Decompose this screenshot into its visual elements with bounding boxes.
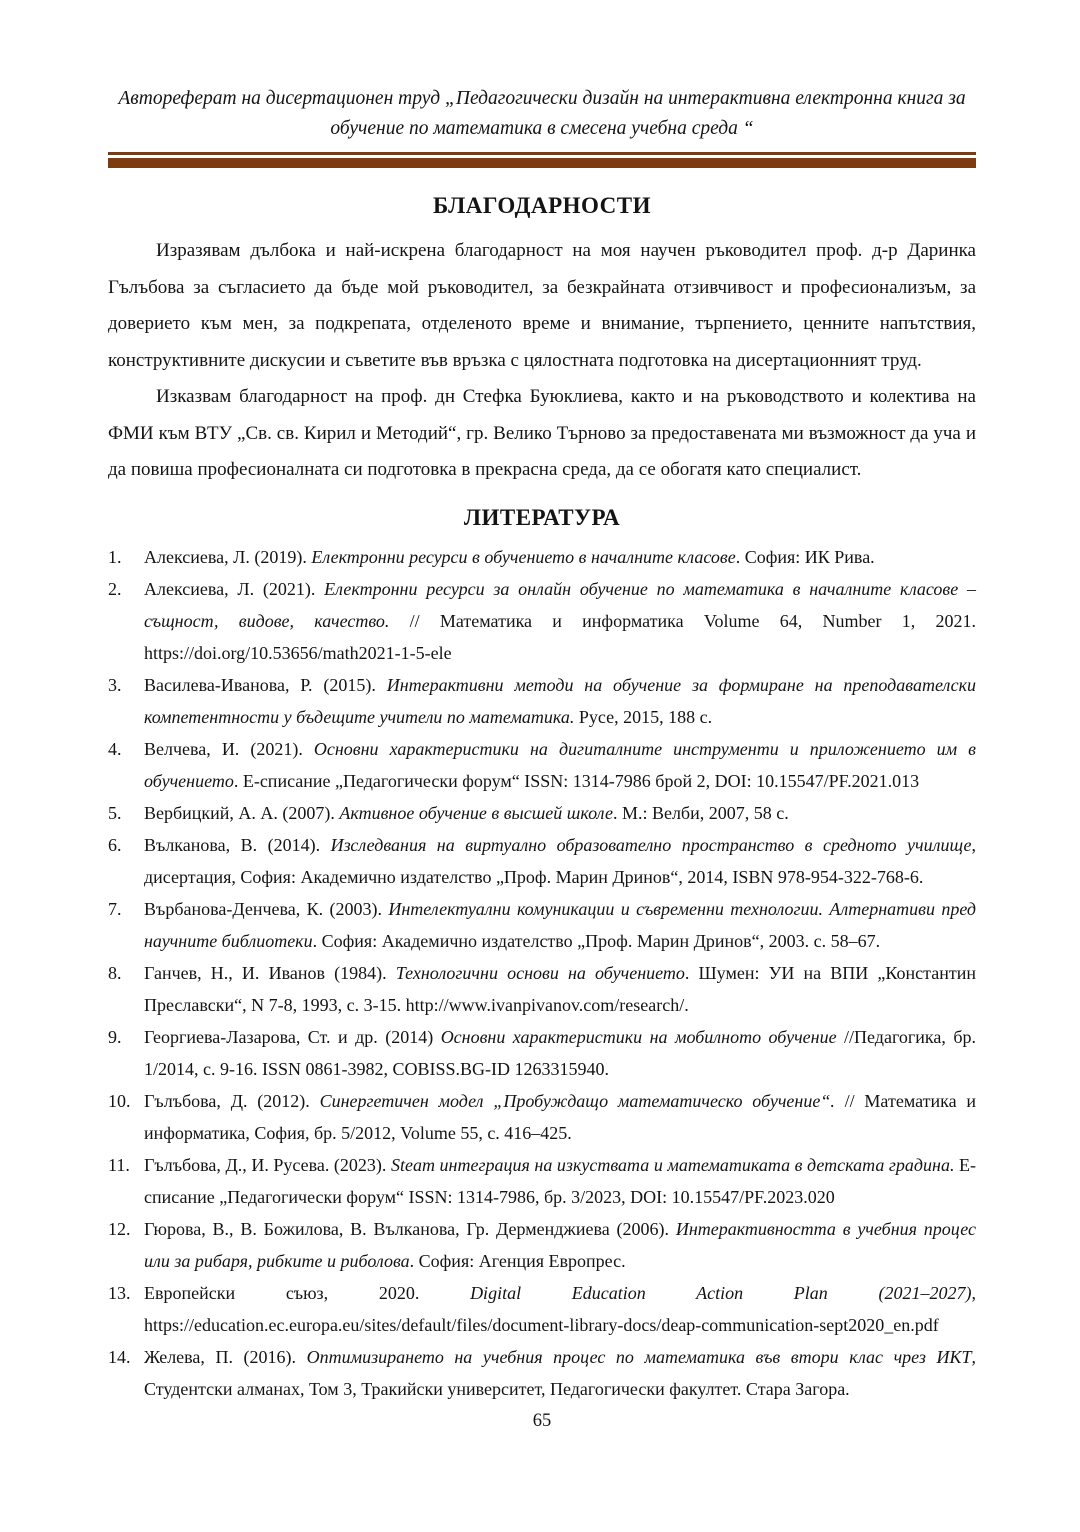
reference-item	[108, 541, 976, 573]
reference-number: 8.	[108, 962, 122, 983]
acknowledgments-paragraph-2: Изказвам благодарност на проф. дн Стефка Буюклиева, както и на ръководството и колектива на ФМИ към ВТУ „Св. св. Кирил и Методий“, гр. Велико Търново за предоставената ми възможност да уча и да повиша професионалната си подготовка в прекрасна среда, да се обогатя като специалист.	[108, 386, 976, 480]
reference-title: Електронни ресурси за онлайн обучение по математика в началните класове – същност, видове, качество.	[144, 578, 977, 631]
reference-item	[108, 1341, 976, 1405]
reference-item	[108, 733, 976, 797]
page-number: 65	[532, 1410, 552, 1431]
reference-text: . Шумен: УИ на ВПИ „Константин Преславски“, N 7-8, 1993, с. 3-15. http://www.ivanpivanov.com/research/.	[144, 962, 976, 1015]
reference-text: Василева-Иванова, Р. (2015).	[144, 674, 387, 695]
reference-title: Интерактивността в учебния процес или за рибаря, рибките и риболова	[144, 1218, 976, 1271]
reference-text: Георгиева-Лазарова, Ст. и др. (2014)	[144, 1026, 441, 1047]
reference-item	[108, 669, 976, 733]
reference-title: Steam интеграция на изкуствата и математиката в детската градина.	[391, 1154, 955, 1175]
literature-title: ЛИТЕРАТУРА	[463, 504, 621, 530]
reference-text: Вълканова, В. (2014).	[144, 834, 331, 855]
reference-text: Европейски съюз, 2020.	[144, 1282, 471, 1303]
reference-text: . София: Агенция Европрес.	[409, 1250, 626, 1271]
reference-number: 10.	[108, 1090, 131, 1111]
reference-title: Интерактивни методи на обучение за формиране на преподавателски компетентности у бъдещите учители по математика.	[144, 674, 976, 727]
reference-number: 11.	[108, 1154, 130, 1175]
reference-item	[108, 829, 976, 893]
reference-title: Изследвания на виртуално образователно пространство в средното училище	[330, 834, 972, 855]
reference-number: 9.	[108, 1026, 122, 1047]
running-header: Автореферат на дисертационен труд „Педагогически дизайн на интерактивна електронна книга за обучение по математика в смесена учебна среда “	[118, 88, 966, 139]
reference-number: 12.	[108, 1218, 131, 1239]
reference-text: Русе, 2015, 188 с.	[574, 706, 713, 727]
reference-text: Алексиева, Л. (2021).	[144, 578, 325, 599]
reference-item	[108, 957, 976, 1021]
reference-number: 7.	[108, 898, 122, 919]
reference-text: . София: ИК Рива.	[735, 546, 875, 567]
reference-number: 3.	[108, 674, 122, 695]
reference-title: Основни характеристики на дигиталните инструменти и приложението им в обучението	[144, 738, 976, 791]
reference-title: Основни характеристики на мобилното обучение	[440, 1026, 837, 1047]
reference-item	[108, 1213, 976, 1277]
reference-item	[108, 1021, 976, 1085]
reference-title: Оптимизирането на учебния процес по математика във втори клас чрез ИКТ	[306, 1346, 972, 1367]
reference-item	[108, 893, 976, 957]
reference-item	[108, 1149, 976, 1213]
reference-text: Вербицкий, А. А. (2007).	[144, 802, 340, 823]
reference-number: 5.	[108, 802, 122, 823]
reference-title: Активное обучение в высшей школе	[339, 802, 613, 823]
reference-text: . М.: Велби, 2007, 58 с.	[612, 802, 789, 823]
reference-item	[108, 573, 976, 669]
reference-text: Велчева, И. (2021).	[144, 738, 314, 759]
reference-text: . Е-списание „Педагогически форум“ ISSN: 1314-7986 брой 2, DOI: 10.15547/PF.2021.013	[233, 770, 920, 791]
reference-title: Синергетичен модел „Пробуждащо математическо обучение“.	[319, 1090, 835, 1111]
acknowledgments-paragraph-1: Изразявам дълбока и най-искрена благодарност на моя научен ръководител проф. д-р Даринка Гълъбова за съгласието да бъде мой ръководител, за безкрайната отзивчивост и професионализъм, за доверието към мен, за подкрепата, отделеното време и внимание, търпението, ценните напътствия, конструктивните дискусии и съветите във връзка с цялостната подготовка на дисертационният труд.	[108, 240, 976, 371]
references-list	[108, 541, 976, 1405]
reference-text: . София: Академично издателство „Проф. Марин Дринов“, 2003. с. 58–67.	[312, 930, 881, 951]
reference-text: Е-списание „Педагогически форум“ ISSN: 1314-7986, бр. 3/2023, DOI: 10.15547/PF.2023.020	[144, 1154, 977, 1207]
reference-title: Електронни ресурси в обучението в началните класове	[311, 546, 736, 567]
rule-thick-line	[108, 158, 976, 168]
reference-text: Алексиева, Л. (2019).	[144, 546, 312, 567]
reference-text: Ганчев, Н., И. Иванов (1984).	[144, 962, 396, 983]
reference-text: //Педагогика, бр. 1/2014, с. 9-16. ISSN 0861-3982, COBISS.BG-ID 1263315940.	[144, 1026, 976, 1079]
reference-text: Върбанова-Денчева, К. (2003).	[144, 898, 389, 919]
reference-text: // Математика и информатика Volume 64, Number 1, 2021. https://doi.org/10.53656/math2021-1-5-ele	[144, 610, 976, 663]
reference-number: 4.	[108, 738, 122, 759]
reference-title: Технологични основи на обучението	[395, 962, 685, 983]
reference-text: Гюрова, В., В. Божилова, В. Вълканова, Гр. Дерменджиева (2006).	[144, 1218, 676, 1239]
reference-text: // Математика и информатика, София, бр. 5/2012, Volume 55, с. 416–425.	[144, 1090, 976, 1143]
acknowledgments-title: БЛАГОДАРНОСТИ	[432, 193, 652, 218]
reference-text: Желева, П. (2016).	[144, 1346, 307, 1367]
reference-text: Гълъбова, Д. (2012).	[144, 1090, 320, 1111]
reference-number: 14.	[108, 1346, 131, 1367]
reference-number: 6.	[108, 834, 122, 855]
header-rule	[108, 152, 976, 168]
reference-text: , https://education.ec.europa.eu/sites/default/files/document-library-docs/deap-communication-sept2020_en.pdf	[144, 1282, 976, 1335]
reference-title: Digital Education Action Plan (2021–2027)	[470, 1282, 972, 1303]
reference-number: 2.	[108, 578, 122, 599]
reference-number: 1.	[108, 546, 122, 567]
reference-item	[108, 797, 976, 829]
reference-title: Интелектуални комуникации и съвременни технологии. Алтернативи пред научните библиотеки	[144, 898, 976, 951]
reference-item	[108, 1085, 976, 1149]
reference-item	[108, 1277, 976, 1341]
reference-text: , Студентски алманах, Том 3, Тракийски университет, Педагогически факултет. Стара Загора.	[144, 1346, 976, 1399]
reference-text: , дисертация, София: Академично издателство „Проф. Марин Дринов“, 2014, ISBN 978-954-322-768-6.	[144, 834, 976, 887]
reference-number: 13.	[108, 1282, 131, 1303]
reference-text: Гълъбова, Д., И. Русева. (2023).	[144, 1154, 391, 1175]
